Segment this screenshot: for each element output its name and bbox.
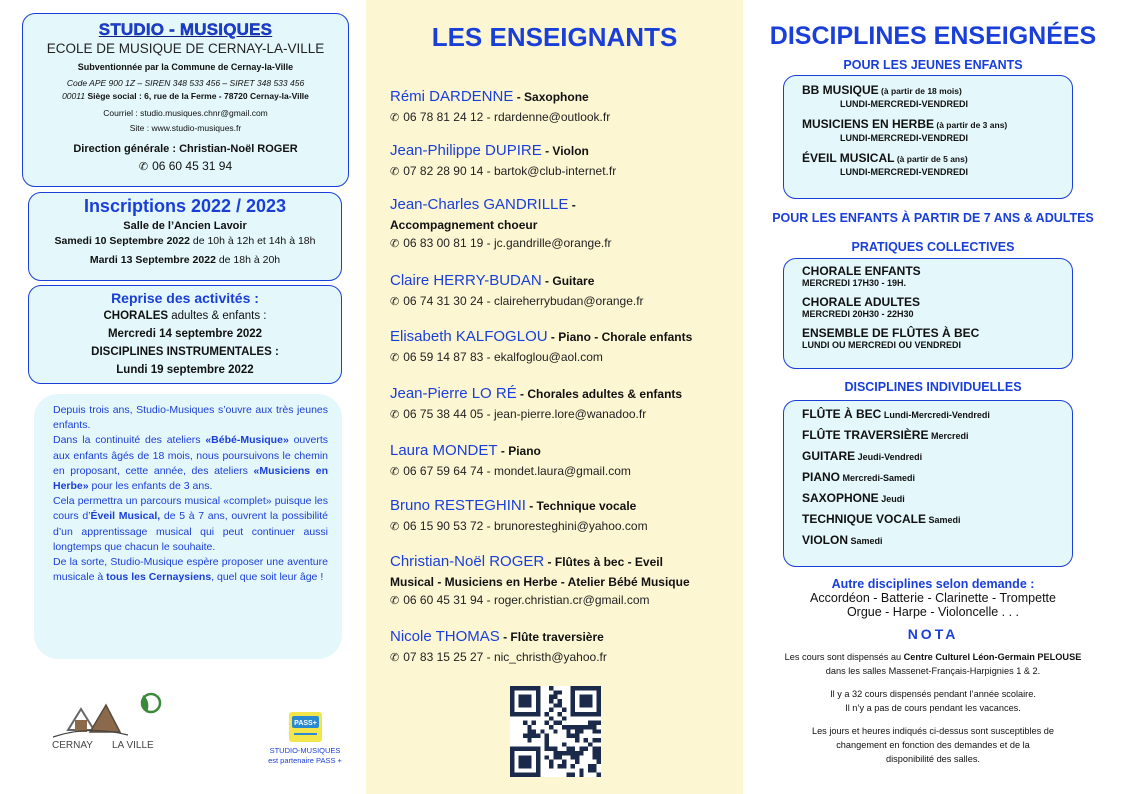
phone-icon: ✆ (390, 352, 400, 364)
teacher-header (390, 196, 735, 214)
teacher-name: Jean-Pierre LO RÉ (390, 385, 517, 402)
teacher-name: Christian-Noël ROGER (390, 553, 545, 570)
website: Site : www.studio-musiques.fr (129, 123, 242, 133)
teacher-entry (390, 553, 735, 607)
jeunes-box (783, 75, 1073, 199)
collective-name: ENSEMBLE DE FLÛTES À BEC (802, 326, 980, 340)
discipline-name: ÉVEIL MUSICAL (802, 151, 895, 165)
collective-item (802, 326, 1072, 350)
inscriptions-date-2: Mardi 13 Septembre 2022 de 18h à 20h (89, 254, 281, 266)
individuelles-box (783, 400, 1073, 567)
jeunes-item (802, 117, 1072, 143)
nota-paragraph-1: Les cours sont dispensés au Centre Culturel Léon-Germain PELOUSE dans les salles Massenet-Français-Harpignies 1 & 2. (784, 652, 1082, 676)
discipline-age: (à partir de 5 ans) (894, 154, 968, 164)
teacher-header (390, 553, 735, 571)
teacher-entry (390, 442, 735, 478)
teacher-contact: ✆ 06 74 31 30 24 - claireherrybudan@orange.fr (390, 294, 644, 308)
teacher-instrument: Flûte traversière (510, 630, 604, 644)
discipline-schedule: LUNDI-MERCREDI-VENDREDI (840, 99, 968, 109)
teacher-entry (390, 88, 735, 124)
teacher-instrument-2: Accompagnement choeur (390, 218, 538, 232)
reprise-disciplines: DISCIPLINES INSTRUMENTALES : (91, 346, 279, 358)
teacher-contact: ✆ 06 75 38 44 05 - jean-pierre.lore@wanadoo.fr (390, 407, 647, 421)
qr-code (510, 686, 601, 777)
teacher-name: Jean-Philippe DUPIRE (390, 142, 542, 159)
teacher-name: Nicole THOMAS (390, 628, 500, 645)
legal-codes: Code APE 900 1Z – SIREN 348 533 456 – SIRET 348 533 456 00011 Siège social : 6, rue de la Ferme - 78720 Cernay-la-Ville (62, 78, 309, 101)
individual-item (802, 512, 1072, 526)
inscriptions-box (28, 192, 342, 281)
right-column (743, 0, 1123, 794)
individual-days: Jeudi-Vendredi (855, 452, 923, 462)
collective-item (802, 295, 1072, 319)
teacher-contact: ✆ 06 78 81 24 12 - rdardenne@outlook.fr (390, 110, 611, 124)
phone-icon: ✆ (390, 166, 400, 178)
adultes-heading: POUR LES ENFANTS À PARTIR DE 7 ANS & ADULTES (772, 211, 1094, 225)
intro-text-box (34, 394, 342, 659)
teacher-header (390, 142, 735, 160)
teacher-instrument: Piano (508, 444, 541, 458)
teacher-entry (390, 497, 735, 533)
studio-info-box (22, 13, 349, 187)
teacher-header (390, 328, 735, 346)
teacher-instrument: Flûtes à bec - Eveil (554, 555, 663, 569)
teacher-contact: ✆ 06 15 90 53 72 - brunoresteghini@yahoo.com (390, 519, 648, 533)
inscriptions-title: Inscriptions 2022 / 2023 (83, 196, 287, 216)
intro-p4: De la sorte, Studio-Musique espère proposer une aventure musicale à tous les Cernaysiens, quel que soit leur âge ! (53, 556, 328, 584)
intro-p1: Depuis trois ans, Studio-Musiques s’ouvre aux très jeunes enfants. (53, 404, 328, 432)
discipline-age: (à partir de 3 ans) (934, 120, 1008, 130)
teacher-sep: - (516, 387, 528, 401)
teacher-instrument: Technique vocale (536, 499, 637, 513)
courriel: Courriel : studio.musiques.chnr@gmail.com (103, 108, 268, 118)
individual-item (802, 428, 1072, 442)
individual-days: Jeudi (878, 494, 905, 504)
pass-plus-logo (289, 712, 322, 742)
enseignants-title: LES ENSEIGNANTS (431, 22, 678, 52)
teacher-entry (390, 142, 735, 178)
individual-name: GUITARE (802, 449, 856, 463)
collective-schedule: LUNDI OU MERCREDI OU VENDREDI (802, 340, 962, 350)
collective-schedule: MERCREDI 17H30 - 19H. (802, 278, 907, 288)
individual-item (802, 407, 1072, 421)
teacher-name: Elisabeth KALFOGLOU (390, 328, 548, 345)
jeunes-heading: POUR LES JEUNES ENFANTS (843, 58, 1023, 72)
teacher-instrument: Saxophone (524, 90, 589, 104)
teacher-contact: ✆ 06 83 00 81 19 - jc.gandrille@orange.fr (390, 236, 612, 250)
collective-name: CHORALE ENFANTS (802, 264, 921, 278)
individual-item (802, 533, 1072, 547)
individual-name: FLÛTE TRAVERSIÈRE (802, 428, 929, 442)
phone-icon: ✆ (390, 521, 400, 533)
discipline-schedule: LUNDI-MERCREDI-VENDREDI (840, 133, 968, 143)
teacher-sep: - (513, 90, 525, 104)
autre-line-2: Orgue - Harpe - Violoncelle . . . (846, 605, 1020, 619)
autre-disciplines-heading: Autre disciplines selon demande : (831, 577, 1035, 591)
reprise-chorales: CHORALES adultes & enfants : (103, 310, 267, 322)
teacher-entry (390, 385, 735, 421)
discipline-name: MUSICIENS EN HERBE (802, 117, 935, 131)
teacher-name: Claire HERRY-BUDAN (390, 272, 542, 289)
teacher-header (390, 385, 735, 403)
collective-name: CHORALE ADULTES (802, 295, 920, 309)
teacher-instrument: Piano - Chorale enfants (558, 330, 693, 344)
teacher-sep: - (499, 630, 511, 644)
teacher-header (390, 272, 735, 290)
reprise-disciplines-date: Lundi 19 septembre 2022 (116, 364, 254, 376)
studio-title: STUDIO - MUSIQUES (98, 20, 273, 39)
la-ville-text: LA VILLE (112, 740, 154, 751)
teacher-sep: - (541, 274, 553, 288)
reprise-chorales-date: Mercredi 14 septembre 2022 (107, 328, 263, 340)
reprise-box (28, 285, 342, 384)
phone-icon: ✆ (390, 238, 400, 250)
collective-schedule: MERCREDI 20H30 - 22H30 (802, 309, 914, 319)
teacher-sep: - (568, 198, 576, 212)
phone-icon: ✆ (390, 652, 400, 664)
disciplines-title: DISCIPLINES ENSEIGNÉES (769, 22, 1097, 50)
individual-item (802, 449, 1072, 463)
teacher-header (390, 442, 735, 460)
jeunes-item (802, 83, 1072, 109)
teacher-sep: - (497, 444, 509, 458)
teacher-contact: ✆ 07 83 15 25 27 - nic_christh@yahoo.fr (390, 650, 607, 664)
teacher-name: Bruno RESTEGHINI (390, 497, 526, 514)
phone-icon: ✆ (390, 466, 400, 478)
individual-item (802, 491, 1072, 505)
phone-icon: ✆ (390, 409, 400, 421)
discipline-name: BB MUSIQUE (802, 83, 879, 97)
individual-name: FLÛTE À BEC (802, 407, 882, 421)
discipline-schedule: LUNDI-MERCREDI-VENDREDI (840, 167, 968, 177)
pass-partner-text: STUDIO-MUSIQUES est partenaire PASS + (268, 746, 342, 765)
studio-subtitle: ECOLE DE MUSIQUE DE CERNAY-LA-VILLE (46, 41, 325, 56)
teacher-sep: - (544, 555, 555, 569)
subvention-text: Subventionnée par la Commune de Cernay-la-Ville (77, 62, 294, 72)
teacher-entry (390, 328, 735, 364)
nota-paragraph-2: Il y a 32 cours dispensés pendant l’année scolaire. Il n’y a pas de cours pendant les vacances. (830, 689, 1036, 713)
teacher-header (390, 628, 735, 646)
teacher-entry (390, 628, 735, 664)
cernay-la-ville-logo (48, 685, 168, 753)
teacher-name: Rémi DARDENNE (390, 88, 514, 105)
individual-name: PIANO (802, 470, 841, 484)
phone-icon: ✆ (390, 296, 400, 308)
individual-name: VIOLON (802, 533, 849, 547)
teacher-name: Jean-Charles GANDRILLE (390, 196, 569, 213)
phone-icon: ✆ (138, 161, 149, 173)
teacher-entry (390, 196, 735, 250)
reprise-title: Reprise des activités : (111, 290, 259, 306)
individual-item (802, 470, 1072, 484)
teacher-sep: - (547, 330, 559, 344)
teacher-contact: ✆ 06 60 45 31 94 - roger.christian.cr@gmail.com (390, 593, 650, 607)
phone-icon: ✆ (390, 112, 400, 124)
nota-title: NOTA (907, 626, 959, 642)
individual-name: SAXOPHONE (802, 491, 879, 505)
jeunes-item (802, 151, 1072, 177)
individual-days: Mercredi (928, 431, 969, 441)
intro-p2: Dans la continuité des ateliers «Bébé-Musique» ouverts aux enfants âgés de 18 mois, nous poursuivons le chemin en proposant, cette année, des ateliers «Musiciens en Herbe» pour les enfants de 3 ans. (53, 434, 328, 493)
teacher-instrument: Violon (552, 144, 589, 158)
inscriptions-date-1: Samedi 10 Septembre 2022 de 10h à 12h et 14h à 18h (54, 235, 316, 247)
middle-column (366, 0, 743, 794)
autre-line-1: Accordéon - Batterie - Clarinette - Trompette (810, 591, 1056, 605)
teacher-header (390, 497, 735, 515)
nota-paragraph-3: Les jours et heures indiqués ci-dessus sont susceptibles de changement en fonction des demandes et de la disponibilité des salles. (811, 726, 1055, 764)
individual-days: Samedi (926, 515, 961, 525)
teacher-contact: ✆ 06 59 14 87 83 - ekalfoglou@aol.com (390, 350, 603, 364)
teacher-instrument: Guitare (552, 274, 595, 288)
direction: Direction générale : Christian-Noël ROGER (73, 143, 298, 155)
individuelles-heading: DISCIPLINES INDIVIDUELLES (844, 380, 1022, 394)
left-column (0, 0, 366, 794)
teacher-contact: ✆ 07 82 28 90 14 - bartok@club-internet.fr (390, 164, 617, 178)
inscriptions-salle: Salle de l’Ancien Lavoir (123, 220, 247, 232)
teacher-entry (390, 272, 735, 308)
individual-days: Mercredi-Samedi (840, 473, 916, 483)
discipline-age: (à partir de 18 mois) (878, 86, 962, 96)
teacher-header (390, 88, 735, 106)
pass-label: PASS+ (294, 720, 317, 727)
teacher-sep: - (525, 499, 537, 513)
collectives-box (783, 258, 1073, 369)
teacher-instrument: Chorales adultes & enfants (527, 387, 683, 401)
individual-days: Samedi (848, 536, 883, 546)
studio-phone: ✆ 06 60 45 31 94 (138, 159, 233, 173)
teacher-instrument-2: Musical - Musiciens en Herbe - Atelier Bébé Musique (390, 575, 690, 589)
cernay-text: CERNAY (52, 740, 93, 751)
teacher-contact: ✆ 06 67 59 64 74 - mondet.laura@gmail.com (390, 464, 631, 478)
collectives-heading: PRATIQUES COLLECTIVES (851, 240, 1015, 254)
individual-name: TECHNIQUE VOCALE (802, 512, 927, 526)
intro-p3: Cela permettra un parcours musical «complet» puisque les cours d’Éveil Musical, de 5 à 7 ans, ouvrent la possibilité d’un apprentissage musical qui peut continuer aussi longtemps que chacun le souhaite. (53, 495, 329, 553)
teacher-name: Laura MONDET (390, 442, 498, 459)
phone-icon: ✆ (390, 595, 400, 607)
individual-days: Lundi-Mercredi-Vendredi (881, 410, 990, 420)
teacher-sep: - (541, 144, 553, 158)
collective-item (802, 264, 1072, 288)
